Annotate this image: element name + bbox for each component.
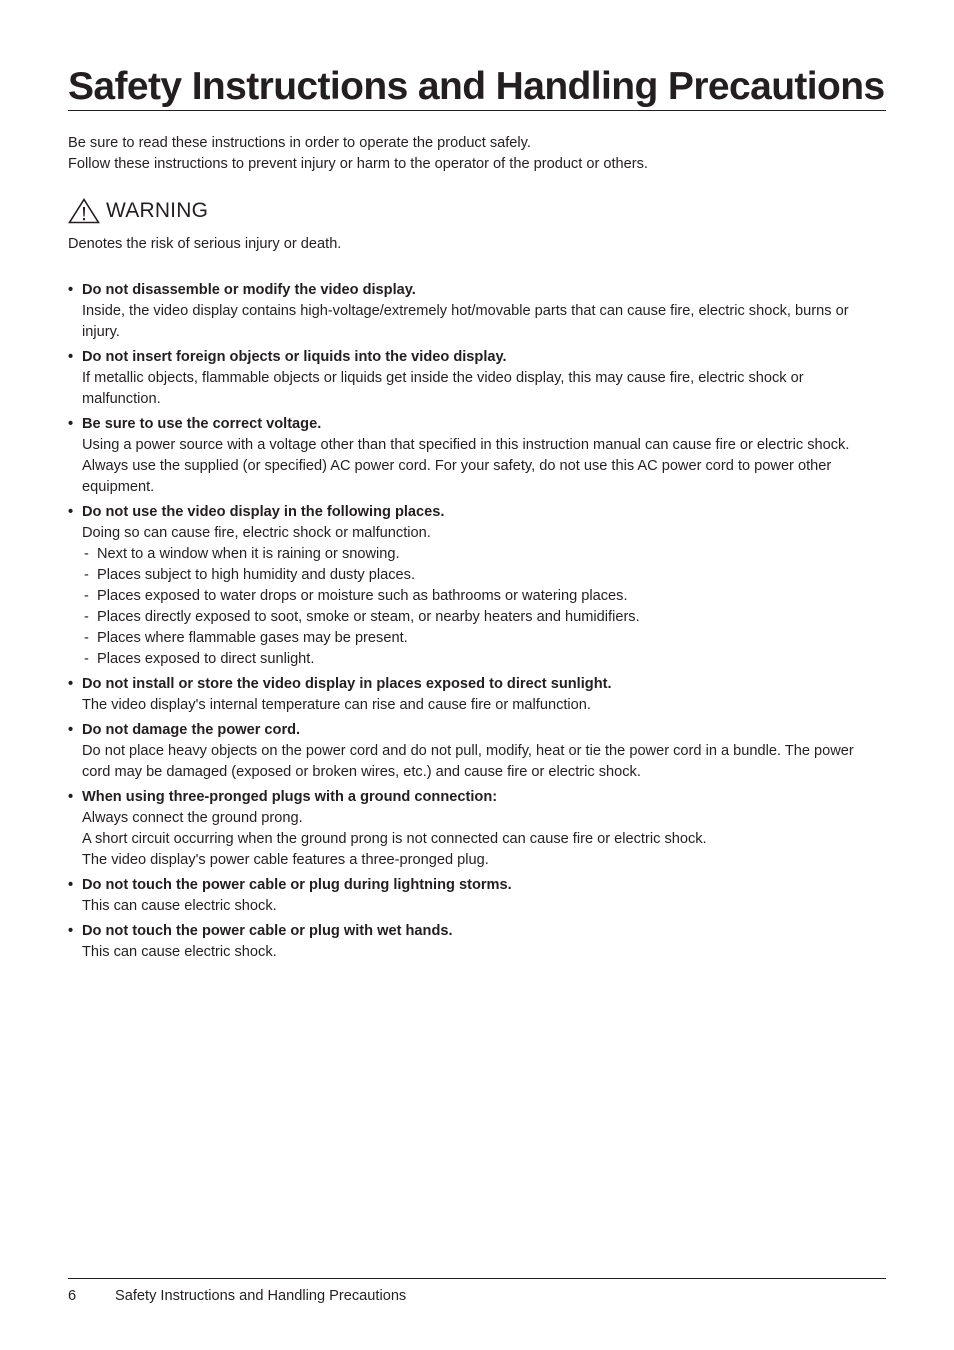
precaution-body: The video display's power cable features a three-pronged plug. <box>82 852 489 868</box>
precaution-item <box>68 674 886 716</box>
place-list-item <box>82 628 886 649</box>
precaution-body: If metallic objects, flammable objects or liquids get inside the video display, this may cause fire, electric shock or malfunction. <box>82 370 804 407</box>
precaution-body: The video display's internal temperature can rise and cause fire or malfunction. <box>82 697 591 713</box>
dash-marker: - <box>84 630 89 646</box>
warning-heading <box>68 197 208 225</box>
place-list-item <box>82 565 886 586</box>
precaution-body: This can cause electric shock. <box>82 898 277 914</box>
bullet-icon: • <box>68 282 74 298</box>
precaution-body: A short circuit occurring when the ground prong is not connected can cause fire or electric shock. <box>82 831 707 847</box>
place-list-item <box>82 607 886 628</box>
precaution-item <box>68 347 886 410</box>
manual-page <box>68 0 886 1350</box>
warning-triangle-icon <box>68 198 100 224</box>
precaution-body: Doing so can cause fire, electric shock or malfunction. <box>82 525 431 541</box>
footer-divider <box>68 1278 886 1279</box>
place-list-item <box>82 586 886 607</box>
page-title: Safety Instructions and Handling Precautions <box>68 65 885 108</box>
dash-marker: - <box>84 588 89 604</box>
title-divider <box>68 110 886 111</box>
precaution-heading: Do not insert foreign objects or liquids into the video display. <box>82 349 507 365</box>
bullet-icon: • <box>68 877 74 893</box>
place-list-item <box>82 649 886 670</box>
bullet-icon: • <box>68 789 74 805</box>
precaution-body: Always connect the ground prong. <box>82 810 303 826</box>
precautions-list <box>68 280 886 967</box>
page-footer <box>68 1286 886 1306</box>
place-text: Places directly exposed to soot, smoke or steam, or nearby heaters and humidifiers. <box>97 609 640 625</box>
precaution-body: Inside, the video display contains high-voltage/extremely hot/movable parts that can cause fire, electric shock, burns or injury. <box>82 303 849 340</box>
precaution-heading: Do not touch the power cable or plug with wet hands. <box>82 923 453 939</box>
intro-line: Follow these instructions to prevent injury or harm to the operator of the product or others. <box>68 156 648 172</box>
precaution-heading: Do not disassemble or modify the video display. <box>82 282 416 298</box>
precaution-heading: Be sure to use the correct voltage. <box>82 416 322 432</box>
dash-marker: - <box>84 567 89 583</box>
place-list <box>82 544 886 670</box>
warning-label: WARNING <box>106 199 209 222</box>
precaution-item <box>68 787 886 871</box>
bullet-icon: • <box>68 722 74 738</box>
precaution-item <box>68 414 886 498</box>
bullet-icon: • <box>68 923 74 939</box>
place-text: Places subject to high humidity and dusty places. <box>97 567 415 583</box>
precaution-heading: Do not use the video display in the following places. <box>82 504 445 520</box>
dash-marker: - <box>84 546 89 562</box>
precaution-item <box>68 921 886 963</box>
precaution-heading: Do not install or store the video display in places exposed to direct sunlight. <box>82 676 612 692</box>
bullet-icon: • <box>68 676 74 692</box>
precaution-item <box>68 720 886 783</box>
dash-marker: - <box>84 651 89 667</box>
place-list-item <box>82 544 886 565</box>
warning-description: Denotes the risk of serious injury or death. <box>68 236 342 252</box>
footer-section-title: Safety Instructions and Handling Precautions <box>115 1288 407 1304</box>
precaution-item <box>68 875 886 917</box>
page-number: 6 <box>68 1288 77 1304</box>
precaution-body: Do not place heavy objects on the power cord and do not pull, modify, heat or tie the power cord in a bundle. The power cord may be damaged (exposed or broken wires, etc.) and cause fire or electric shock. <box>82 743 854 780</box>
precaution-heading: Do not touch the power cable or plug during lightning storms. <box>82 877 512 893</box>
place-text: Places exposed to water drops or moisture such as bathrooms or watering places. <box>97 588 628 604</box>
bullet-icon: • <box>68 416 74 432</box>
place-text: Next to a window when it is raining or snowing. <box>97 546 400 562</box>
precaution-item <box>68 502 886 670</box>
precaution-body: This can cause electric shock. <box>82 944 277 960</box>
intro-text <box>68 133 886 175</box>
place-text: Places exposed to direct sunlight. <box>97 651 315 667</box>
bullet-icon: • <box>68 349 74 365</box>
bullet-icon: • <box>68 504 74 520</box>
precaution-item <box>68 280 886 343</box>
place-text: Places where flammable gases may be present. <box>97 630 408 646</box>
dash-marker: - <box>84 609 89 625</box>
precaution-heading: When using three-pronged plugs with a ground connection: <box>82 789 498 805</box>
precaution-heading: Do not damage the power cord. <box>82 722 301 738</box>
intro-line: Be sure to read these instructions in order to operate the product safely. <box>68 135 531 151</box>
precaution-body: Using a power source with a voltage other than that specified in this instruction manual can cause fire or electric shock. Always use the supplied (or specified) AC power cord. For your safety, do not use this AC power cord to power other equipment. <box>82 437 850 495</box>
